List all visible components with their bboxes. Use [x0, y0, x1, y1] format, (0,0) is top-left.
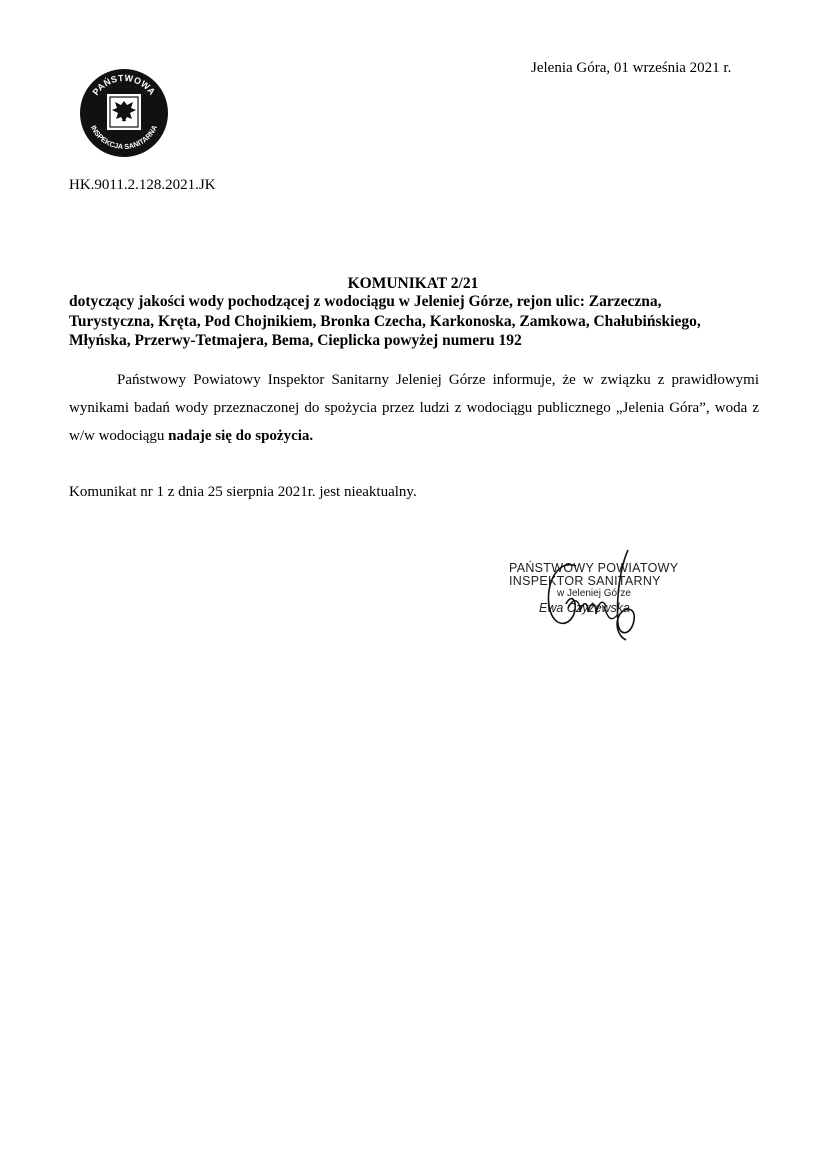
stamp-line-3: w Jeleniej Górze — [557, 588, 631, 599]
subject-line: Turystyczna, Kręta, Pod Chojnikiem, Bronka Czecha, Karkonoska, Zamkowa, Chałubińskiego, — [69, 312, 701, 330]
stamp-line-1: PAŃSTWOWY POWIATOWY — [509, 561, 679, 575]
eagle-emblem-icon — [79, 68, 169, 158]
document-title: KOMUNIKAT 2/21 — [347, 275, 479, 292]
document-subject — [69, 292, 759, 351]
sanitary-inspection-logo — [79, 68, 169, 158]
handwritten-signature-icon — [536, 548, 646, 648]
svg-text:INSPEKCJA SANITARNA: INSPEKCJA SANITARNA — [88, 123, 160, 152]
place-date: Jelenia Góra, 01 września 2021 r. — [531, 60, 732, 76]
body-bold-text: nadaje się do spożycia. — [168, 428, 314, 444]
signature — [536, 548, 646, 648]
body-paragraph — [69, 366, 759, 450]
svg-text:PAŃSTWOWA: PAŃSTWOWA — [90, 72, 158, 98]
stamp-signatory-name: Ewa Czyżewska — [539, 601, 630, 615]
subject-line: Młyńska, Przerwy-Tetmajera, Bema, Cieplicka powyżej numeru 192 — [69, 332, 522, 349]
outdated-notice: Komunikat nr 1 z dnia 25 sierpnia 2021r. jest nieaktualny. — [69, 484, 417, 500]
stamp-line-2: INSPEKTOR SANITARNY — [509, 574, 661, 588]
body-text: Państwowy Powiatowy Inspektor Sanitarny Jeleniej Górze informuje, że w związku z prawidłowymi wynikami badań wody przeznaczonej do spożycia przez ludzi z wodociągu publicznego „Jelenia Góra”, woda z w/w wodociągu — [69, 372, 759, 444]
subject-line: dotyczący jakości wody pochodzącej z wodociągu w Jeleniej Górze, rejon ulic: Zarzeczna, — [69, 293, 662, 310]
reference-number: HK.9011.2.128.2021.JK — [69, 177, 216, 193]
